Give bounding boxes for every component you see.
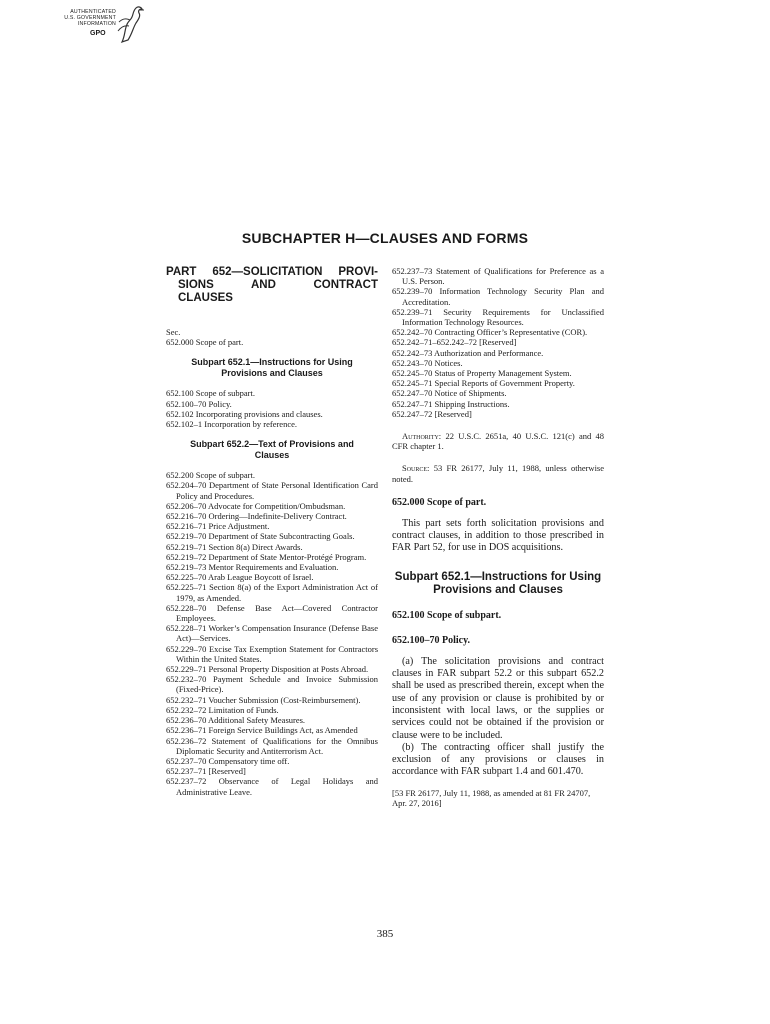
section-652-100-70-heading: 652.100–70 Policy. — [392, 634, 471, 646]
toc-entry: 652.239–71 Security Requirements for Unclassified Information Technology Resources. — [392, 306, 604, 328]
gpo-authentication-logo — [28, 4, 146, 46]
toc-entry: 652.236–71 Foreign Service Buildings Act, as Amended — [166, 725, 358, 736]
subpart-2-heading: Subpart 652.2—Text of Provisions and Clauses — [190, 439, 354, 461]
toc-entry: 652.102 Incorporating provisions and clauses. — [166, 408, 323, 419]
toc-entry: 652.229–71 Personal Property Disposition at Posts Abroad. — [166, 664, 369, 675]
toc-entry: 652.242–73 Authorization and Performance. — [392, 347, 544, 358]
toc-entry: 652.219–72 Department of State Mentor-Protégé Program. — [166, 551, 367, 562]
toc-entry: 652.239–70 Information Technology Security Plan and Accreditation. — [392, 286, 604, 307]
toc-entry: 652.228–70 Defense Base Act—Covered Contractor Employees. — [166, 602, 378, 624]
amendment-citation: [53 FR 26177, July 11, 1988, as amended at 81 FR 24707, Apr. 27, 2016] — [392, 787, 591, 808]
toc-subpart-1-list — [166, 388, 378, 429]
toc-entry: 652.228–71 Worker’s Compensation Insurance (Defense Base Act)—Services. — [166, 623, 378, 644]
toc-intro-list — [166, 337, 378, 347]
source-note — [392, 463, 604, 483]
part-title-line: SIONS AND CONTRACT — [178, 279, 378, 291]
eagle-icon — [116, 4, 146, 44]
source-label: Source: — [402, 463, 430, 474]
subpart-1-heading: Subpart 652.1—Instructions for Using Provisions and Clauses — [191, 357, 353, 379]
toc-entry: 652.245–71 Special Reports of Government Property. — [392, 378, 575, 389]
toc-entry: 652.219–73 Mentor Requirements and Evaluation. — [166, 562, 339, 573]
toc-entry: 652.216–70 Ordering—Indefinite-Delivery Contract. — [166, 511, 347, 522]
toc-entry: 652.216–71 Price Adjustment. — [166, 521, 270, 532]
toc-subpart-2-list — [166, 470, 378, 797]
subpart-1-body-heading: Subpart 652.1—Instructions for Using Provisions and Clauses — [394, 570, 602, 597]
toc-entry: 652.236–70 Additional Safety Measures. — [166, 715, 306, 726]
toc-entry: 652.236–72 Statement of Qualifications for the Omnibus Diplomatic Security and Antiterrorism Act. — [166, 735, 378, 756]
toc-continued-list — [392, 266, 604, 419]
part-title-line: PART 652—SOLICITATION PROVI- — [166, 266, 378, 278]
chapter-title: SUBCHAPTER H—CLAUSES AND FORMS — [241, 230, 529, 246]
toc-entry: 652.247–71 Shipping Instructions. — [392, 398, 510, 409]
section-652-000-text: This part sets forth solicitation provisions and contract clauses, in addition to those prescribed in FAR Part 52, for use in DOS acquisitions. — [392, 517, 604, 554]
toc-entry: 652.237–73 Statement of Qualifications for Preference as a U.S. Person. — [392, 266, 604, 287]
toc-entry: 652.000 Scope of part. — [166, 337, 244, 348]
section-652-000-heading: 652.000 Scope of part. — [392, 496, 487, 508]
right-column — [392, 266, 604, 808]
toc-entry: 652.229–70 Excise Tax Exemption Statement for Contractors Within the United States. — [166, 643, 378, 664]
part-title-line: CLAUSES — [178, 292, 233, 304]
toc-entry: 652.242–71–652.242–72 [Reserved] — [392, 337, 517, 348]
sec-label: Sec. — [166, 327, 181, 337]
paragraph-a: (a) The solicitation provisions and contract clauses in FAR subpart 52.2 or this subpart 652.2 shall be used as prescribed therein, except when the use of any provision or clause is prohibited by or inconsistent with local laws, or the supplies or services could not be obtained if the provision or clause were to be included. — [392, 655, 604, 741]
paragraph-b: (b) The contracting officer shall justify the exclusion of any provisions or clauses in accordance with FAR subpart 1.4 and 601.470. — [392, 741, 604, 778]
part-title — [166, 266, 378, 305]
section-652-100-heading: 652.100 Scope of subpart. — [392, 609, 502, 621]
authority-label: Authority: — [402, 431, 442, 442]
toc-entry: 652.102–1 Incorporation by reference. — [166, 419, 297, 430]
page-number: 385 — [376, 928, 394, 940]
toc-entry: 652.232–71 Voucher Submission (Cost-Reimbursement). — [166, 694, 361, 705]
authority-note — [392, 431, 604, 451]
toc-entry: 652.100 Scope of subpart. — [166, 388, 256, 399]
toc-entry: 652.200 Scope of subpart. — [166, 470, 256, 481]
toc-entry: 652.243–70 Notices. — [392, 357, 463, 368]
toc-entry: 652.100–70 Policy. — [166, 398, 232, 409]
source-text: 53 FR 26177, July 11, 1988, unless otherwise noted. — [392, 463, 605, 484]
toc-entry: 652.237–70 Compensatory time off. — [166, 755, 290, 766]
toc-entry: 652.245–70 Status of Property Management System. — [392, 368, 572, 379]
auth-line: AUTHENTICATED — [70, 9, 116, 15]
authority-text: 22 U.S.C. 2651a, 40 U.S.C. 121(c) and 48 CFR chapter 1. — [392, 431, 605, 452]
toc-entry: 652.225–71 Section 8(a) of the Export Administration Act of 1979, as Amended. — [166, 582, 378, 603]
toc-entry: 652.204–70 Department of State Personal Identification Card Policy and Procedures. — [166, 480, 378, 501]
toc-entry: 652.247–72 [Reserved] — [392, 408, 472, 419]
toc-entry: 652.242–70 Contracting Officer’s Representative (COR). — [392, 327, 588, 338]
authentication-text — [28, 9, 116, 28]
left-column — [166, 266, 378, 797]
toc-entry: 652.237–71 [Reserved] — [166, 766, 246, 777]
toc-entry: 652.219–71 Section 8(a) Direct Awards. — [166, 541, 303, 552]
gpo-label: GPO — [90, 30, 106, 37]
toc-entry: 652.206–70 Advocate for Competition/Ombudsman. — [166, 500, 346, 511]
toc-entry: 652.232–70 Payment Schedule and Invoice Submission (Fixed-Price). — [166, 674, 378, 695]
toc-entry: 652.225–70 Arab League Boycott of Israel. — [166, 572, 314, 583]
toc-entry: 652.219–70 Department of State Subcontracting Goals. — [166, 531, 355, 542]
auth-line: INFORMATION — [77, 21, 116, 28]
toc-entry: 652.247–70 Notice of Shipments. — [392, 388, 507, 399]
toc-entry: 652.237–72 Observance of Legal Holidays and Administrative Leave. — [166, 776, 378, 797]
toc-entry: 652.232–72 Limitation of Funds. — [166, 704, 279, 715]
auth-line: U.S. GOVERNMENT — [64, 15, 116, 22]
